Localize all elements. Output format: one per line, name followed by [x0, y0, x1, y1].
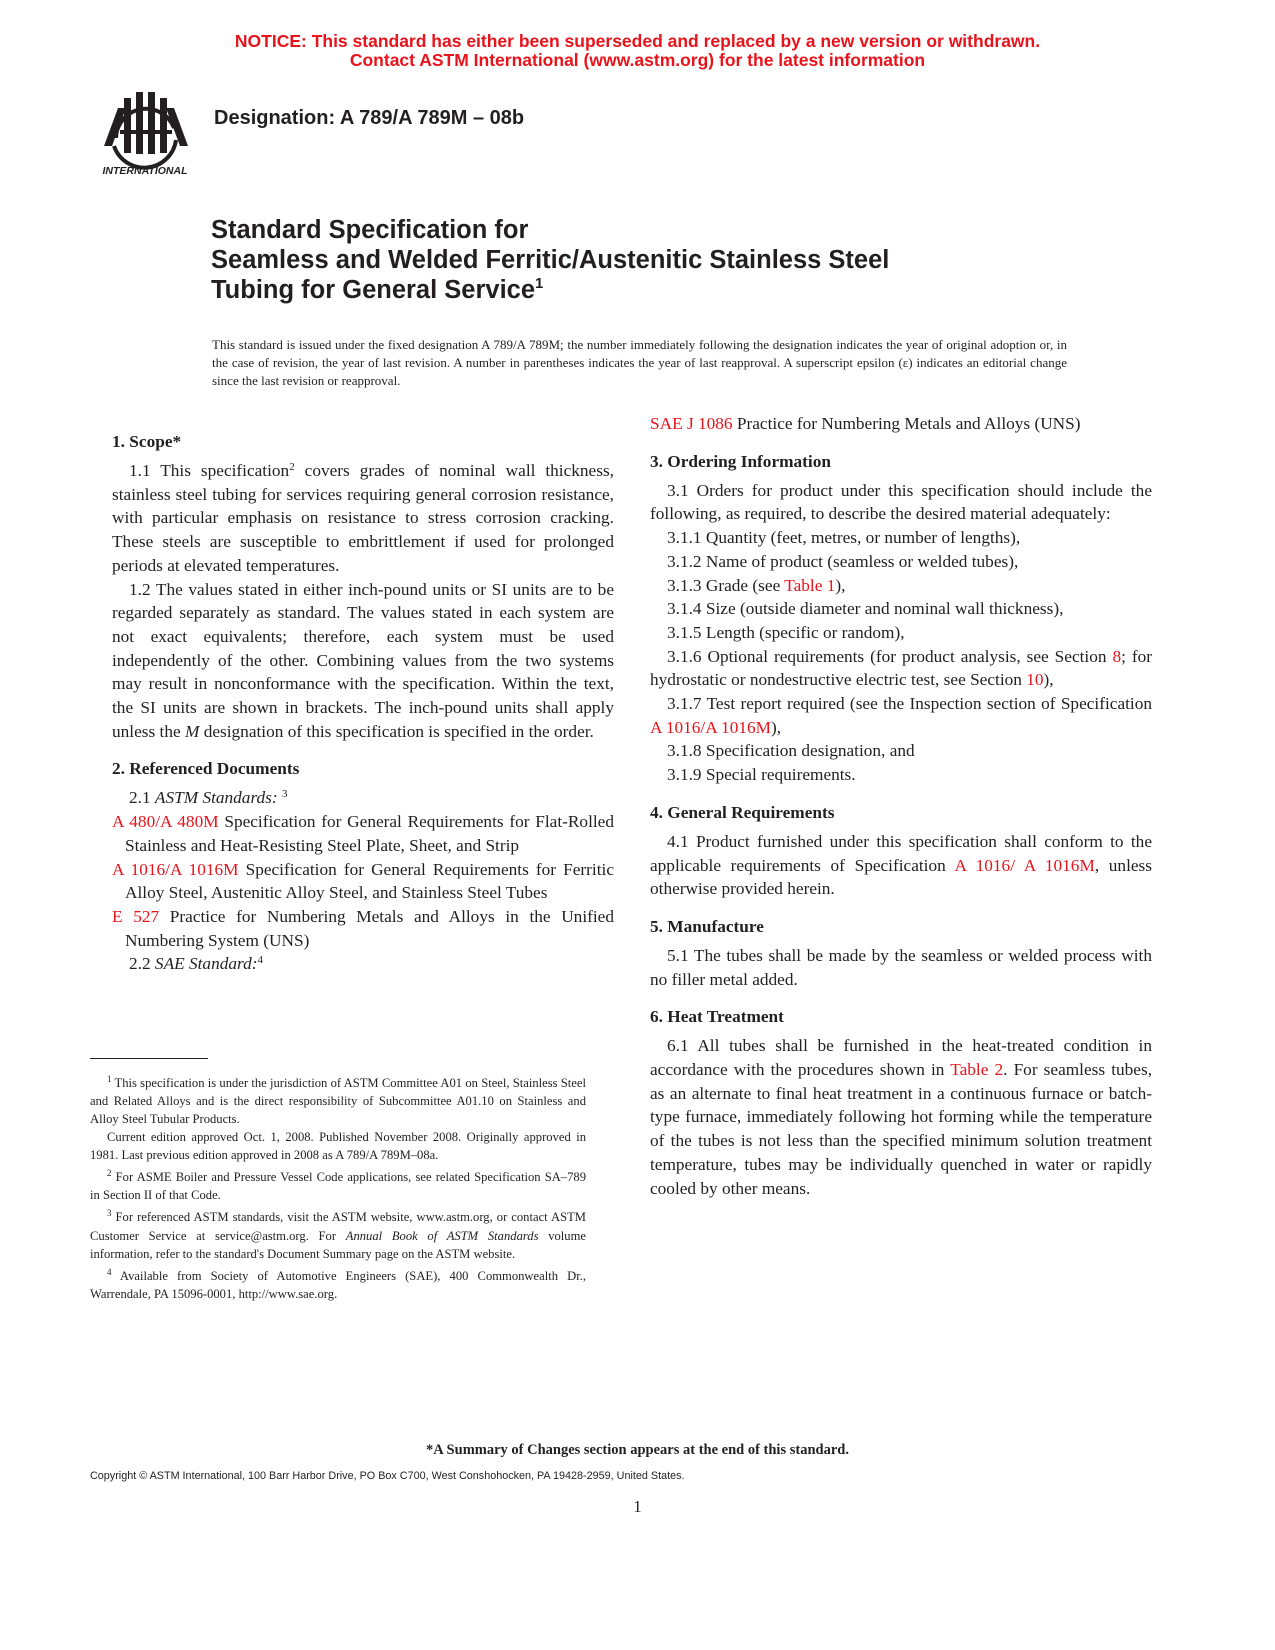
- section-general-heading: 4. General Requirements: [650, 802, 835, 822]
- title-line-2: Seamless and Welded Ferritic/Austenitic Stainless Steel: [211, 246, 890, 274]
- footnote-1-text: This specification is under the jurisdiction of ASTM Committee A01 on Steel, Stainless Steel and Related Alloys and is the direct responsibility of Subcommittee A01.10 on Stainless and Alloy Steel Tubular Products.: [90, 1076, 586, 1127]
- ordering-item-5: 3.1.5 Length (specific or random),: [667, 622, 905, 642]
- title-line-3-text: Tubing for General Service: [211, 276, 536, 304]
- sae-standard-num: 2.2: [129, 954, 155, 974]
- logo-text: INTERNATIONAL: [102, 165, 188, 177]
- scope-p2-text-a: 1.2 The values stated in either inch-pound units or SI units are to be regarded separately as standard. The values stated in each system are not exact equivalents; therefore, each system must be used independently of the other. Combining values from the two systems may result in nonconformance with the specification. Within the text, the SI units are shown in brackets. The inch-pound units shall apply unless the: [112, 579, 614, 741]
- footnote-divider: [90, 1058, 208, 1059]
- section-manufacture-heading: 5. Manufacture: [650, 916, 764, 936]
- sae-standard-label: [112, 952, 614, 976]
- heat-text-b: . For seamless tubes, as an alternate to final heat treatment in a continuous furnace or batch-type furnace, immediately following hot forming while the temperature of the tubes is not less than the specified minimum solution treatment temperature, tubes may be individually quenched in water or rapidly cooled by other means.: [650, 1060, 1153, 1198]
- footnote-1b: Current edition approved Oct. 1, 2008. Published November 2008. Originally approved in 1981. Last previous edition approved in 2008 as A 789/A 789M–08a.: [90, 1130, 586, 1163]
- ordering-item-7-end: ),: [771, 717, 782, 737]
- ordering-intro: 3.1 Orders for product under this specification should include the following, as required, to describe the desired material adequately:: [650, 480, 1152, 524]
- section-referenced-heading: 2. Referenced Documents: [112, 759, 300, 779]
- footnote-1-mark: 1: [107, 1074, 112, 1084]
- astm-standards-label: [112, 786, 614, 810]
- scope-p1-text-b: covers grades of nominal wall thickness, stainless steel tubing for services requiring general corrosion resistance, with particular emphasis on resistance to stress corrosion cracking. These steels are susceptible to embrittlement if used for prolonged periods at elevated temperatures.: [112, 461, 614, 575]
- ordering-item-3: [650, 574, 1152, 598]
- scope-para-1: [112, 459, 614, 578]
- ref-e527-link[interactable]: E 527: [112, 906, 160, 926]
- left-column: [112, 430, 614, 976]
- footnote-2-mark: 2: [107, 1168, 112, 1179]
- footnote-4-mark: 4: [107, 1266, 112, 1277]
- table-2-link[interactable]: Table 2: [950, 1060, 1004, 1080]
- ref-a1016-text: Specification for General Requirements for Ferritic Alloy Steel, Austenitic Alloy Steel, and Stainless Steel Tubes: [125, 859, 614, 903]
- ordering-item-1: 3.1.1 Quantity (feet, metres, or number of lengths),: [667, 528, 1021, 548]
- ordering-item-2: 3.1.2 Name of product (seamless or welded tubes),: [667, 551, 1019, 571]
- ref-sae-j1086-link[interactable]: SAE J 1086: [650, 414, 733, 433]
- ordering-item-8: 3.1.8 Specification designation, and: [667, 741, 915, 761]
- scope-footnote-ref-2[interactable]: 2: [289, 461, 295, 473]
- scope-p2-text-b: designation of this specification is specified in the order.: [199, 721, 594, 741]
- footnote-2-text: For ASME Boiler and Pressure Vessel Code applications, see related Specification SA–789 in Section II of that Code.: [90, 1170, 586, 1203]
- general-text-a: 4.1 Product furnished under this specification shall conform to the applicable requirements of Specification: [650, 831, 1152, 875]
- scope-para-2: [112, 578, 614, 744]
- general-a1016-link[interactable]: A 1016/ A 1016M: [954, 855, 1095, 875]
- ordering-item-6: [650, 645, 1152, 692]
- general-para: [650, 830, 1152, 901]
- ref-a480-link[interactable]: A 480/A 480M: [112, 812, 219, 832]
- page-number: 1: [633, 1497, 642, 1516]
- ordering-item-3-end: ),: [835, 575, 846, 595]
- ordering-item-9: 3.1.9 Special requirements.: [667, 765, 856, 785]
- document-title: [211, 215, 889, 305]
- right-column: [650, 412, 1152, 1200]
- ordering-item-6-end: ),: [1043, 670, 1054, 690]
- notice-line-1: NOTICE: This standard has either been superseded and replaced by a new version or withdrawn.: [234, 31, 1041, 51]
- footnote-4-text: Available from Society of Automotive Engineers (SAE), 400 Commonwealth Dr., Warrendale, PA 15096-0001, http://www.sae.org.: [90, 1268, 586, 1301]
- ref-e527-text: Practice for Numbering Metals and Alloys in the Unified Numbering System (UNS): [125, 906, 614, 950]
- footnote-3: [90, 1204, 586, 1262]
- ordering-item-4: 3.1.4 Size (outside diameter and nominal wall thickness),: [667, 599, 1064, 619]
- title-line-1: Standard Specification for: [211, 216, 529, 244]
- footnote-4: [90, 1263, 586, 1303]
- general-text-b: , unless otherwise provided herein.: [650, 855, 1152, 899]
- footnote-3-text-b: volume information, refer to the standard's Document Summary page on the ASTM website.: [90, 1228, 586, 1261]
- manufacture-para: 5.1 The tubes shall be made by the seamless or welded process with no filler metal added.: [650, 945, 1152, 989]
- section-10-link[interactable]: 10: [1026, 670, 1044, 690]
- notice-line-2: Contact ASTM International (www.astm.org) for the latest information: [349, 50, 926, 70]
- ordering-item-6-text: 3.1.6 Optional requirements (for product analysis, see Section: [667, 646, 1113, 666]
- footnote-1: [90, 1070, 586, 1128]
- astm-footnote-ref-3[interactable]: 3: [281, 788, 288, 801]
- astm-standards-num: 2.1: [129, 788, 155, 808]
- footnote-3-text-a: For referenced ASTM standards, visit the ASTM website, www.astm.org, or contact ASTM Customer Service at service@astm.org. For: [90, 1210, 586, 1243]
- designation: Designation: A 789/A 789M – 08b: [214, 107, 525, 129]
- ref-a1016: [112, 858, 614, 905]
- notice-banner: [0, 32, 1275, 70]
- heat-text-a: 6.1 All tubes shall be furnished in the heat-treated condition in accordance with the procedures shown in: [650, 1036, 1152, 1080]
- sae-footnote-ref-4[interactable]: 4: [257, 954, 263, 967]
- ref-e527: [112, 905, 614, 952]
- ordering-item-7-text: 3.1.7 Test report required (see the Inspection section of Specification: [667, 694, 1152, 714]
- ordering-item-6-mid: ; for hydrostatic or nondestructive electric test, see Section: [650, 646, 1152, 690]
- scope-p1-text-a: 1.1 This specification: [129, 461, 290, 480]
- section-8-link[interactable]: 8: [1112, 646, 1122, 666]
- ordering-item-3-text: 3.1.3 Grade (see: [667, 575, 785, 595]
- title-footnote-mark: 1: [535, 275, 544, 292]
- ref-a480: [112, 810, 614, 857]
- ref-a480-text: Specification for General Requirements for Flat-Rolled Stainless and Heat-Resisting Steel Plate, Sheet, and Strip: [125, 812, 614, 855]
- astm-standards-text: ASTM Standards:: [154, 788, 278, 808]
- summary-of-changes-note: *A Summary of Changes section appears at the end of this standard.: [426, 1442, 849, 1458]
- footnote-2: [90, 1164, 586, 1204]
- copyright: Copyright © ASTM International, 100 Barr Harbor Drive, PO Box C700, West Conshohocken, PA 19428-2959, United States.: [90, 1470, 685, 1482]
- table-1-link[interactable]: Table 1: [784, 575, 836, 595]
- ref-sae-j1086: [650, 412, 1152, 436]
- ref-sae-j1086-text: Practice for Numbering Metals and Alloys (UNS): [732, 414, 1081, 433]
- section-heat-heading: 6. Heat Treatment: [650, 1007, 784, 1027]
- footnote-3-mark: 3: [107, 1208, 112, 1219]
- ref-a1016-link[interactable]: A 1016/A 1016M: [112, 859, 239, 879]
- footnote-3-italic: Annual Book of ASTM Standards: [345, 1228, 539, 1243]
- sae-standard-text: SAE Standard:: [154, 954, 258, 974]
- scope-p2-m: M: [184, 721, 200, 741]
- ordering-item-7: [650, 692, 1152, 739]
- fixed-designation-note: This standard is issued under the fixed designation A 789/A 789M; the number immediately following the designation indicates the year of original adoption or, in the case of revision, the year of last revision. A number in parentheses indicates the year of last reapproval. A superscript epsilon (ε) indicates an editorial change since the last revision or reapproval.: [212, 337, 1067, 388]
- footnotes: [90, 1070, 586, 1303]
- section-ordering-heading: 3. Ordering Information: [650, 451, 831, 471]
- section-scope-heading: 1. Scope*: [112, 432, 182, 451]
- title-line-3: [211, 275, 889, 305]
- astm-logo: [96, 88, 194, 184]
- heat-para: [650, 1034, 1152, 1200]
- a1016-link[interactable]: A 1016/A 1016M: [650, 717, 771, 737]
